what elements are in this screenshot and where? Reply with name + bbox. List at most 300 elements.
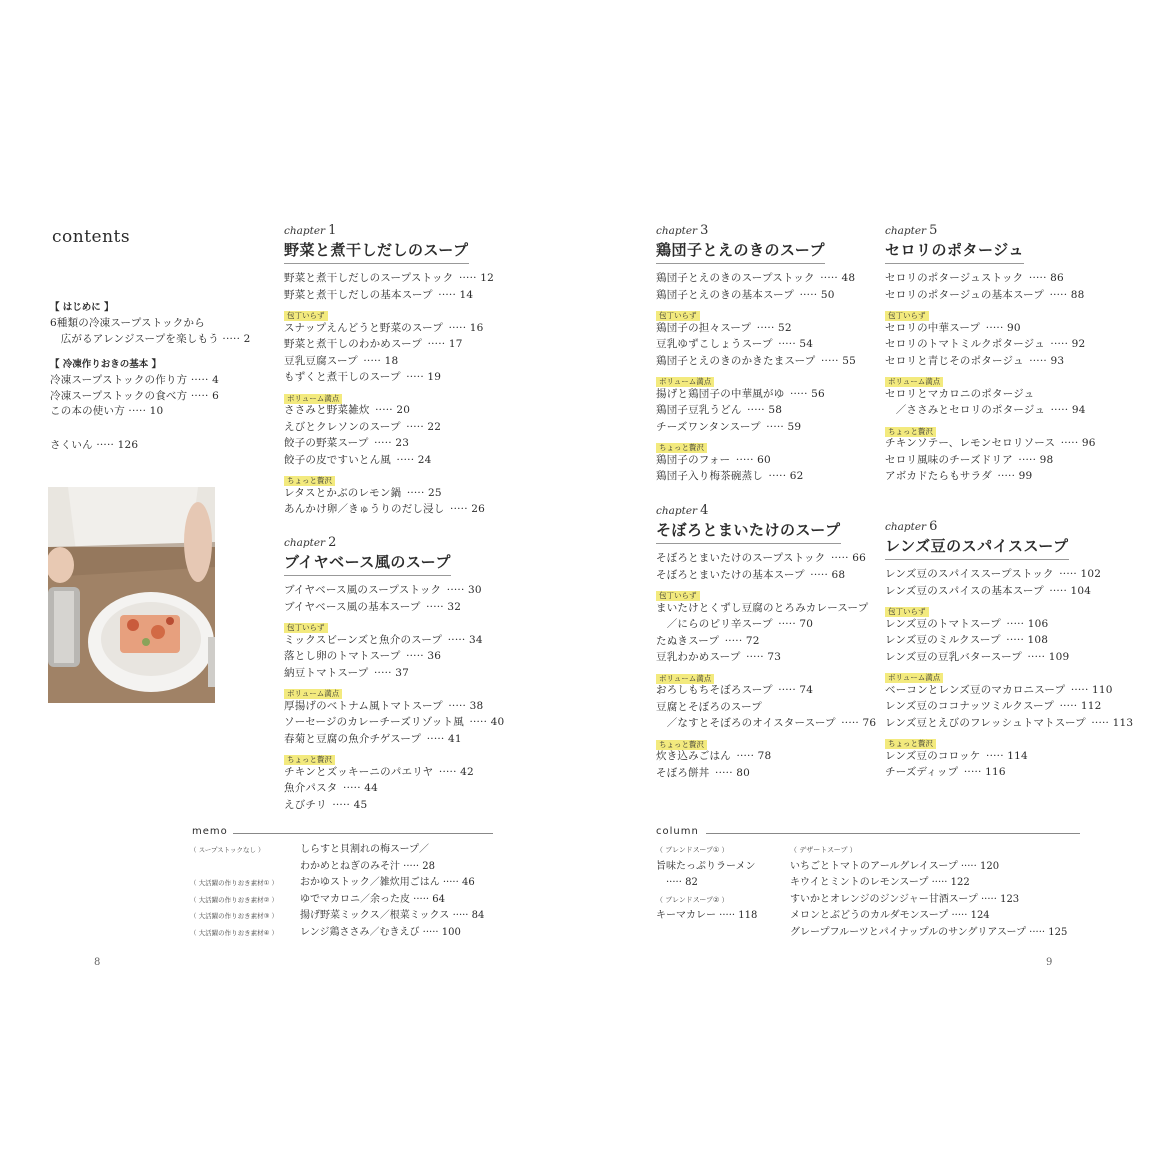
recipe-title: 餃子の皮ですいとん風 — [284, 453, 391, 466]
recipe-entry — [885, 616, 1125, 633]
recipe-entry — [284, 780, 524, 797]
recipe-entry — [885, 682, 1125, 699]
leader-dots: ····· — [1002, 634, 1028, 646]
memo-heading: memo — [192, 826, 228, 837]
recipe-title: 豆乳わかめスープ — [656, 651, 741, 663]
leader-dots: ····· — [1057, 437, 1082, 449]
page-ref: 58 — [768, 404, 783, 416]
recipe-title: 鶏団子とえのきの基本スープ — [656, 288, 795, 301]
chapter-label — [885, 223, 1125, 238]
page-ref: 86 — [1050, 272, 1064, 284]
intro-line: 6種類の冷凍スープストックから — [50, 317, 205, 329]
recipe-entry — [656, 353, 881, 370]
page-ref: 55 — [842, 354, 856, 367]
column-title: グレープフルーツとパイナップルのサングリアスープ — [790, 926, 1026, 938]
recipe-title: チーズワンタンスープ — [656, 420, 761, 433]
recipe-title: ブイヤベース風の基本スープ — [284, 600, 421, 613]
intro-line: 冷凍スープストックの作り方 ····· 4 — [50, 374, 219, 386]
recipe-entry — [885, 270, 1125, 287]
recipe-entry — [656, 287, 881, 304]
category-tag: 包丁いらず — [656, 591, 700, 601]
leader-dots: ····· — [1026, 926, 1049, 938]
recipe-entry — [656, 699, 881, 716]
page-ref: 114 — [1007, 749, 1028, 762]
column-entry — [790, 875, 1090, 892]
page-ref: 14 — [459, 288, 474, 301]
recipe-title: 炊き込みごはん — [656, 750, 731, 762]
intro-line: 広がるアレンジスープを楽しもう ····· 2 — [50, 332, 251, 345]
column-list-right — [790, 842, 1090, 941]
page-ref: 102 — [1080, 568, 1102, 580]
recipe-title: レンズ豆のコロッケ — [885, 749, 981, 762]
page-ref: 93 — [1050, 354, 1065, 367]
leader-dots: ····· — [444, 633, 469, 646]
recipe-entry — [284, 599, 524, 616]
category-tag-row — [885, 303, 1125, 320]
intro-line: 冷凍スープストックの食べ方 ····· 6 — [50, 389, 219, 402]
recipe-title: ベーコンとレンズ豆のマカロニスープ — [885, 683, 1066, 696]
recipe-title: 野菜と煮干しだしの基本スープ — [284, 288, 433, 301]
recipe-entry — [656, 402, 881, 419]
category-tag: ボリューム満点 — [284, 689, 342, 699]
leader-dots: ····· — [403, 486, 429, 499]
recipe-title: たぬきスープ — [656, 634, 720, 647]
category-tag: ちょっと贅沢 — [284, 476, 335, 486]
memo-tag: （ 大活躍の作りおき素材④ ） — [190, 928, 278, 937]
leader-dots: ····· — [423, 732, 448, 745]
page-ref: 78 — [757, 750, 772, 762]
leader-dots: ····· — [993, 470, 1019, 482]
recipe-title: 豆腐とそぼろのスープ — [656, 700, 762, 713]
recipe-title: 落とし卵のトマトスープ — [284, 650, 401, 662]
leader-dots: ····· — [435, 765, 461, 778]
recipe-entry — [656, 468, 881, 485]
page-ref: 50 — [820, 288, 835, 301]
memo-title: レンジ鶏ささみ／むきえび — [300, 926, 420, 938]
intro-line: この本の使い方 ····· 10 — [50, 405, 164, 417]
leader-dots: ····· — [402, 420, 428, 433]
page-ref: 84 — [471, 910, 485, 921]
recipe-entry — [656, 633, 881, 650]
page-ref: 110 — [1092, 683, 1113, 696]
chapter-5 — [885, 223, 1125, 485]
leader-dots: ····· — [928, 877, 951, 888]
leader-dots: ····· — [977, 893, 1001, 905]
chapter-label — [656, 503, 881, 518]
section-heading: 【 冷凍作りおきの基本 】 — [50, 359, 162, 370]
leader-dots: ····· — [410, 893, 433, 905]
recipe-title: えびとクレソンのスープ — [284, 420, 401, 433]
leader-dots: ····· — [1025, 272, 1051, 284]
recipe-title: そぼろ餅丼 — [656, 766, 710, 779]
leader-dots: ····· — [339, 782, 365, 794]
leader-dots: ····· — [837, 717, 863, 729]
recipe-title: セロリのポタージュの基本スープ — [885, 288, 1045, 301]
recipe-title: セロリのポタージュストック — [885, 272, 1024, 284]
page-ref: 34 — [468, 633, 483, 646]
category-tag-row — [885, 665, 1125, 682]
page-ref: 106 — [1027, 617, 1049, 630]
page-ref: 113 — [1112, 716, 1134, 729]
leader-dots: ····· — [443, 584, 469, 596]
leader-dots: ····· — [439, 877, 462, 888]
recipe-entry — [284, 764, 524, 781]
leader-dots: ····· — [711, 766, 737, 779]
recipe-entry — [284, 797, 524, 814]
page-ref: 38 — [469, 699, 484, 712]
leader-dots: ····· — [765, 470, 790, 482]
category-tag: ボリューム満点 — [885, 377, 943, 387]
page-number-right: 9 — [1046, 957, 1053, 968]
category-tag: 包丁いらず — [284, 623, 328, 633]
leader-dots: ····· — [444, 699, 470, 712]
page-ref: 26 — [471, 503, 486, 515]
recipe-entry — [284, 731, 524, 748]
category-tag-row — [656, 303, 881, 320]
recipe-title: 鶏団子豆乳うどん — [656, 404, 742, 416]
recipe-title: レンズ豆とえびのフレッシュトマトスープ — [885, 716, 1086, 729]
recipe-entry — [656, 452, 881, 469]
chapter-label — [885, 519, 1125, 534]
page-ref: 73 — [767, 651, 782, 663]
category-tag: ボリューム満点 — [885, 673, 943, 683]
recipe-entry — [885, 452, 1125, 469]
column-heading: column — [656, 826, 699, 837]
memo-tag: （ 大活躍の作りおき素材② ） — [190, 895, 278, 904]
recipe-entry — [284, 402, 524, 419]
recipe-entry — [284, 435, 524, 452]
page-ref: 94 — [1071, 404, 1086, 416]
recipe-title: そぼろとまいたけのスープストック — [656, 552, 826, 564]
chapter-number: 1 — [328, 223, 337, 238]
page-ref: 124 — [970, 910, 990, 921]
chapter-title: 野菜と煮干しだしのスープ — [284, 239, 469, 264]
page-ref: 20 — [396, 404, 411, 416]
category-tag-row — [656, 732, 881, 749]
page-ref: 17 — [448, 338, 463, 350]
recipe-entry — [656, 682, 881, 699]
memo-entry — [190, 925, 500, 942]
recipe-entry — [885, 386, 1125, 403]
category-tag-row — [656, 435, 881, 452]
column-entry — [656, 908, 786, 925]
chapter-word: chapter — [656, 225, 698, 237]
recipe-title: ソーセージのカレーチーズリゾット風 — [284, 716, 464, 728]
chapter-label — [284, 223, 524, 238]
chapter-1 — [284, 223, 524, 518]
chapter-6 — [885, 519, 1134, 781]
recipe-entry — [656, 600, 881, 617]
leader-dots: ····· — [449, 910, 472, 921]
page-ref: 80 — [736, 766, 751, 779]
page-ref: 32 — [447, 600, 462, 613]
recipe-entry — [885, 287, 1125, 304]
page-ref: 82 — [685, 877, 698, 888]
recipe-entry — [284, 632, 524, 649]
page-ref: 74 — [799, 684, 814, 696]
recipe-title: 揚げと鶏団子の中華風がゆ — [656, 387, 785, 400]
recipe-entry — [284, 336, 524, 353]
recipe-title: セロリと青じそのポタージュ — [885, 354, 1024, 367]
category-tag: ボリューム満点 — [284, 394, 342, 404]
page-ref: 25 — [428, 486, 442, 499]
page-ref: 68 — [831, 568, 846, 581]
recipe-title: ささみと野菜雑炊 — [284, 404, 370, 416]
memo-title: ゆでマカロニ／余った皮 — [300, 893, 410, 905]
recipe-title: レンズ豆のトマトスープ — [885, 617, 1001, 630]
page-ref: 42 — [460, 765, 474, 778]
page-ref: 120 — [979, 860, 1000, 872]
recipe-title: レンズ豆のミルクスープ — [885, 634, 1001, 646]
recipe-entry — [284, 648, 524, 665]
recipe-title: ／ささみとセロリのポタージュ — [885, 404, 1046, 416]
recipe-entry — [885, 715, 1134, 732]
recipe-entry — [284, 698, 524, 715]
memo-title: おかゆストック／雑炊用ごはん — [300, 877, 440, 888]
recipe-title: 餃子の野菜スープ — [284, 437, 369, 449]
chapter-word: chapter — [656, 505, 698, 517]
leader-dots: ····· — [1067, 683, 1093, 696]
page-ref: 64 — [432, 893, 445, 905]
recipe-entry — [284, 714, 524, 731]
recipe-entry — [284, 369, 524, 386]
recipe-entry — [656, 765, 881, 782]
recipe-title: えびチリ — [284, 798, 327, 811]
leader-dots: ····· — [948, 910, 971, 921]
page-ref: 122 — [950, 877, 970, 888]
page-ref: 72 — [745, 634, 760, 647]
leader-dots: ····· — [1055, 568, 1081, 580]
page-ref: 118 — [738, 910, 758, 921]
page-ref: 41 — [447, 732, 462, 745]
recipe-title: 納豆トマトスープ — [284, 666, 369, 679]
leader-dots: ····· — [827, 552, 853, 564]
recipe-entry — [284, 353, 524, 370]
recipe-title: もずくと煮干しのスープ — [284, 371, 401, 383]
leader-dots: ····· — [371, 404, 397, 416]
recipe-entry — [885, 698, 1125, 715]
leader-dots: ····· — [434, 288, 460, 301]
recipe-entry — [284, 270, 524, 287]
memo-rule — [233, 833, 493, 834]
recipe-entry — [885, 566, 1125, 583]
category-tag: ちょっと贅沢 — [656, 740, 707, 750]
page-ref: 19 — [427, 371, 442, 383]
category-tag-row — [284, 386, 524, 403]
page-ref: 90 — [1007, 321, 1021, 334]
recipe-title: セロリのトマトミルクポタージュ — [885, 338, 1045, 350]
page-ref: 99 — [1018, 470, 1033, 482]
page-ref: 16 — [469, 321, 484, 334]
recipe-entry — [284, 665, 524, 682]
column-list-left — [656, 842, 786, 925]
recipe-title: 鶏団子のフォー — [656, 453, 731, 466]
recipe-title: セロリの中華スープ — [885, 321, 981, 334]
leader-dots: ····· — [753, 321, 779, 334]
page-ref: 109 — [1048, 650, 1070, 663]
leader-dots: ····· — [817, 354, 843, 367]
memo-entry — [190, 842, 500, 859]
leader-dots: ····· — [393, 453, 418, 466]
recipe-title: 鶏団子入り梅茶碗蒸し — [656, 470, 763, 482]
page-ref: 76 — [862, 717, 877, 729]
leader-dots: ····· — [982, 321, 1008, 334]
recipe-title: 野菜と煮干しだしのスープストック — [284, 272, 454, 284]
recipe-entry — [885, 632, 1125, 649]
column-entry — [656, 875, 786, 892]
category-tag: 包丁いらず — [284, 311, 328, 321]
column-tag: （ デザートスープ ） — [790, 846, 857, 854]
category-tag: ちょっと贅沢 — [656, 443, 707, 453]
recipe-title: チキンとズッキーニのパエリヤ — [284, 765, 434, 778]
recipe-entry — [656, 386, 881, 403]
column-rule — [706, 833, 1080, 834]
page-ref: 88 — [1070, 288, 1085, 301]
recipe-entry — [656, 550, 881, 567]
recipe-entry — [656, 649, 881, 666]
recipe-title: おろしもちそぼろスープ — [656, 684, 773, 696]
leader-dots: ····· — [455, 272, 481, 284]
recipe-title: 鶏団子とえのきのかきたまスープ — [656, 354, 816, 367]
page-ref: 45 — [353, 798, 368, 811]
leader-dots: ····· — [1056, 700, 1081, 712]
leader-dots: ····· — [786, 387, 812, 400]
leader-dots: ····· — [402, 650, 428, 662]
page-ref: 70 — [799, 618, 814, 630]
recipe-entry — [656, 320, 881, 337]
column-entry — [656, 859, 786, 876]
leader-dots: ····· — [957, 860, 980, 872]
page-ref: 116 — [985, 766, 1006, 778]
page-ref: 30 — [468, 584, 482, 596]
recipe-entry — [656, 336, 881, 353]
category-tag: ボリューム満点 — [656, 674, 714, 684]
memo-entry — [190, 892, 500, 909]
leader-dots: ····· — [796, 288, 821, 301]
recipe-title: レンズ豆のココナッツミルクスープ — [885, 700, 1055, 712]
recipe-entry — [656, 616, 881, 633]
recipe-title: 魚介パスタ — [284, 782, 338, 794]
leader-dots: ····· — [774, 684, 800, 696]
recipe-title: そぼろとまいたけの基本スープ — [656, 568, 805, 581]
column-title: すいかとオレンジのジンジャー甘酒スープ — [790, 893, 978, 905]
column-entry — [790, 892, 1090, 909]
soup-photo — [48, 487, 215, 703]
leader-dots: ····· — [960, 766, 986, 778]
leader-dots: ····· — [1046, 288, 1071, 301]
recipe-entry — [885, 336, 1125, 353]
category-tag-row — [656, 369, 881, 386]
chapter-2 — [284, 535, 524, 813]
page-ref: 104 — [1070, 584, 1092, 597]
leader-dots: ····· — [743, 404, 769, 416]
category-tag-row — [885, 599, 1125, 616]
leader-dots: ····· — [446, 503, 472, 515]
column-title: メロンとぶどうのカルダモンスープ — [790, 910, 949, 921]
page-ref: 125 — [1048, 926, 1068, 938]
chapter-4 — [656, 503, 881, 781]
leader-dots: ····· — [402, 371, 428, 383]
chapter-word: chapter — [284, 225, 326, 237]
page-ref: 123 — [1000, 893, 1020, 905]
recipe-title: レンズ豆のスパイスの基本スープ — [885, 584, 1044, 597]
leader-dots: ····· — [1014, 453, 1040, 466]
leader-dots: ····· — [419, 926, 442, 938]
recipe-title: ／なすとそぼろのオイスタースープ — [656, 717, 836, 729]
recipe-title: チーズディップ — [885, 766, 959, 778]
page-ref: 96 — [1081, 437, 1096, 449]
recipe-entry — [656, 419, 881, 436]
leader-dots: ····· — [716, 910, 739, 921]
chapter-number: 6 — [929, 519, 938, 534]
category-tag-row — [885, 419, 1125, 436]
recipe-entry — [885, 320, 1125, 337]
recipe-entry — [885, 649, 1125, 666]
memo-entry — [190, 908, 500, 925]
chapter-3 — [656, 223, 881, 485]
chapter-word: chapter — [284, 537, 326, 549]
chapter-number: 4 — [700, 503, 709, 518]
memo-tag: （ 大活躍の作りおき素材③ ） — [190, 912, 278, 920]
recipe-title: レンズ豆の豆乳バタースープ — [885, 650, 1022, 663]
memo-tag: （ 大活躍の作りおき素材① ） — [190, 879, 278, 887]
recipe-entry — [656, 270, 881, 287]
page-number-left: 8 — [94, 957, 101, 968]
category-tag: 包丁いらず — [656, 311, 700, 321]
recipe-title: あんかけ卵／きゅうりのだし浸し — [284, 503, 445, 515]
page-ref: 62 — [789, 470, 804, 482]
category-tag-row — [284, 747, 524, 764]
category-tag: ちょっと贅沢 — [284, 755, 335, 765]
leader-dots: ····· — [762, 420, 788, 433]
chapter-number: 2 — [328, 535, 337, 550]
recipe-title: セロリとマカロニのポタージュ — [885, 387, 1035, 400]
page-ref: 46 — [461, 877, 475, 888]
page-ref: 44 — [364, 782, 379, 794]
recipe-entry — [284, 582, 524, 599]
column-title: キーマカレー — [656, 910, 716, 921]
recipe-entry — [885, 435, 1125, 452]
page-ref: 92 — [1071, 338, 1086, 350]
recipe-entry — [656, 748, 881, 765]
category-tag: ボリューム満点 — [656, 377, 714, 387]
recipe-entry — [284, 452, 524, 469]
recipe-entry — [284, 320, 524, 337]
recipe-title: アボカドたらもサラダ — [885, 470, 992, 482]
chapter-label — [284, 535, 524, 550]
chapter-title: レンズ豆のスパイススープ — [885, 535, 1069, 560]
recipe-entry — [885, 764, 1125, 781]
leader-dots: ····· — [656, 877, 686, 888]
leader-dots: ····· — [1045, 584, 1071, 597]
page-ref: 59 — [787, 420, 802, 433]
column-title: 旨味たっぷりラーメン — [656, 860, 756, 872]
leader-dots: ····· — [806, 568, 832, 581]
recipe-title: レタスとかぶのレモン鍋 — [284, 486, 402, 499]
contents-title: contents — [52, 227, 131, 247]
leader-dots: ····· — [742, 651, 768, 663]
category-tag-row — [885, 731, 1125, 748]
recipe-title: 鶏団子とえのきのスープストック — [656, 272, 815, 284]
chapter-title: そぼろとまいたけのスープ — [656, 519, 841, 544]
page-ref: 12 — [480, 272, 494, 284]
recipe-title: まいたけとくずし豆腐のとろみカレースープ — [656, 601, 869, 614]
memo-title: わかめとねぎのみそ汁 — [300, 860, 400, 872]
category-tag-row — [284, 468, 524, 485]
chapter-label — [656, 223, 881, 238]
leader-dots: ····· — [1025, 354, 1051, 367]
page-ref: 23 — [395, 437, 410, 449]
